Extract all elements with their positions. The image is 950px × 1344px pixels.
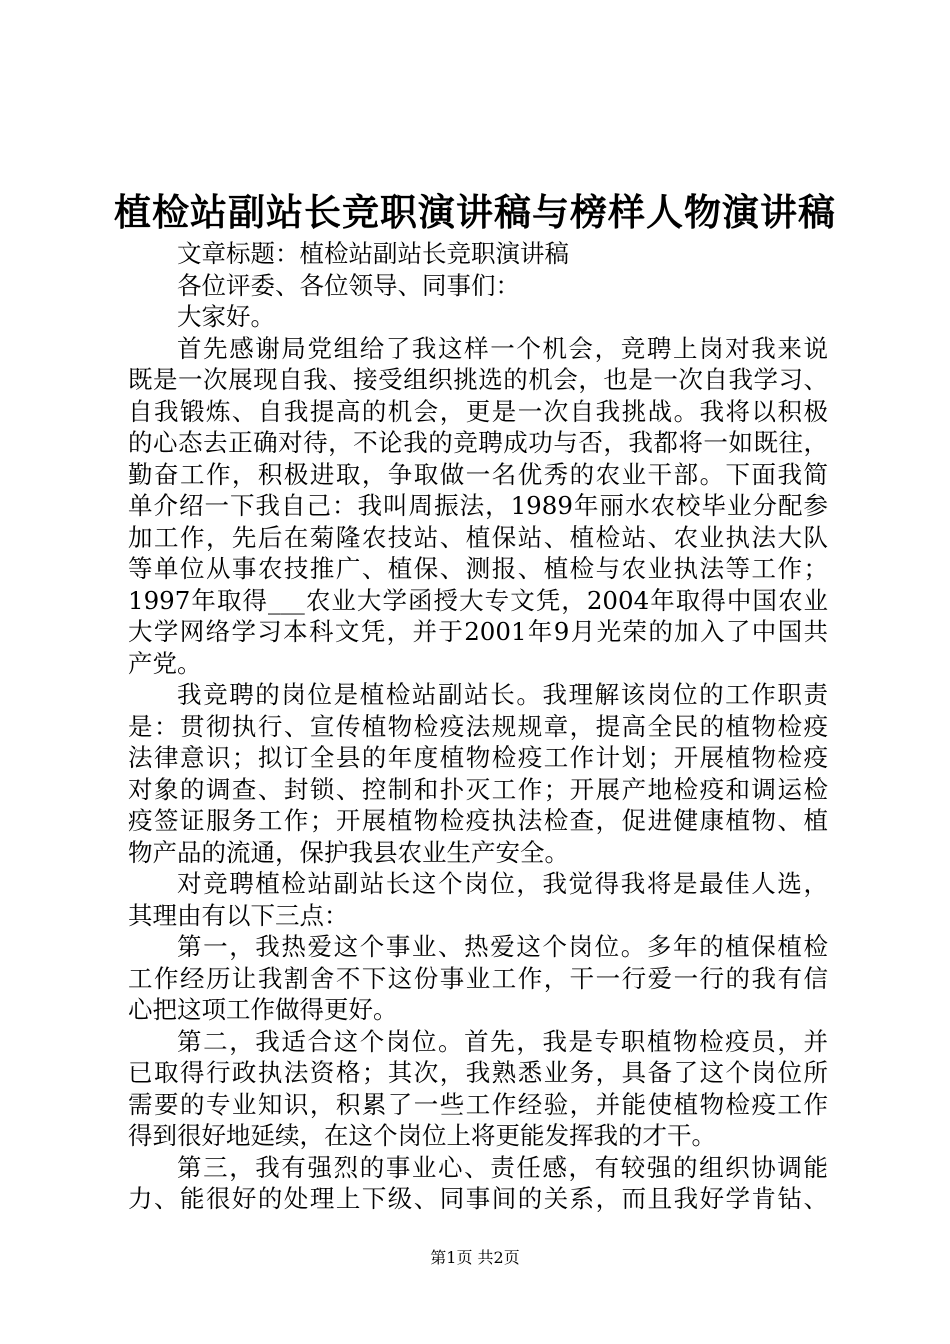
paragraph-line: 已取得行政执法资格；其次，我熟悉业务，具备了这个岗位所 [128, 1058, 828, 1087]
paragraph-line: 是：贯彻执行、宣传植物检疫法规规章，提高全民的植物检疫 [128, 711, 828, 741]
paragraph-line: 第三，我有强烈的事业心、责任感，有较强的组织协调能 [177, 1152, 828, 1182]
paragraph-line: 物产品的流通，保护我县农业生产安全。 [128, 837, 569, 867]
paragraph-line: 疫签证服务工作；开展植物检疫执法检查，促进健康植物、植 [128, 806, 828, 835]
paragraph-line: 需要的专业知识，积累了一些工作经验，并能使植物检疫工作 [128, 1089, 828, 1119]
paragraph-line: 单介绍一下我自己：我叫周振法，1989年丽水农校毕业分配参 [128, 491, 828, 520]
paragraph-line: 其理由有以下三点： [128, 900, 349, 930]
paragraph-line: 力、能很好的处理上下级、同事间的关系，而且我好学肯钻、 [128, 1184, 828, 1213]
article-title-line: 文章标题：植检站副站长竞职演讲稿 [177, 239, 569, 268]
paragraph-line: 的心态去正确对待，不论我的竞聘成功与否，我都将一如既往， [128, 428, 828, 457]
paragraph-line: 我竞聘的岗位是植检站副站长。我理解该岗位的工作职责 [177, 680, 828, 709]
paragraph-line: 法律意识；拟订全县的年度植物检疫工作计划；开展植物检疫 [128, 743, 828, 772]
paragraph-line: 得到很好地延续，在这个岗位上将更能发挥我的才干。 [128, 1121, 716, 1150]
document-body [128, 238, 828, 1215]
paragraph-line: 自我锻炼、自我提高的机会，更是一次自我挑战。我将以积极 [128, 396, 828, 426]
document-title: 植检站副站长竞职演讲稿与榜样人物演讲稿 [114, 190, 836, 234]
paragraph-line: 1997年取得___农业大学函授大专文凭，2004年取得中国农业 [128, 585, 828, 615]
paragraph-line: 第二，我适合这个岗位。首先，我是专职植物检疫员，并 [177, 1026, 828, 1056]
paragraph-line: 等单位从事农技推广、植保、测报、植检与农业执法等工作； [128, 554, 828, 583]
paragraph-line: 对象的调查、封锁、控制和扑灭工作；开展产地检疫和调运检 [128, 774, 828, 804]
salutation-line: 各位评委、各位领导、同事们： [177, 270, 520, 300]
paragraph-line: 心把这项工作做得更好。 [128, 995, 398, 1024]
page-footer: 第1页 共2页 [430, 1248, 520, 1267]
paragraph-line: 勤奋工作，积极进取，争取做一名优秀的农业干部。下面我简 [128, 459, 828, 489]
paragraph-line: 第一，我热爱这个事业、热爱这个岗位。多年的植保植检 [177, 932, 828, 961]
greeting-line: 大家好。 [177, 302, 275, 331]
paragraph-line: 工作经历让我割舍不下这份事业工作，干一行爱一行的我有信 [128, 963, 828, 993]
paragraph-line: 加工作，先后在菊隆农技站、植保站、植检站、农业执法大队 [128, 522, 828, 552]
paragraph-line: 产党。 [128, 648, 202, 678]
paragraph-line: 大学网络学习本科文凭，并于2001年9月光荣的加入了中国共 [128, 617, 828, 646]
paragraph-line: 首先感谢局党组给了我这样一个机会，竞聘上岗对我来说 [177, 333, 828, 363]
paragraph-line: 对竞聘植检站副站长这个岗位，我觉得我将是最佳人选， [177, 869, 828, 898]
paragraph-line: 既是一次展现自我、接受组织挑选的机会，也是一次自我学习、 [128, 365, 828, 394]
